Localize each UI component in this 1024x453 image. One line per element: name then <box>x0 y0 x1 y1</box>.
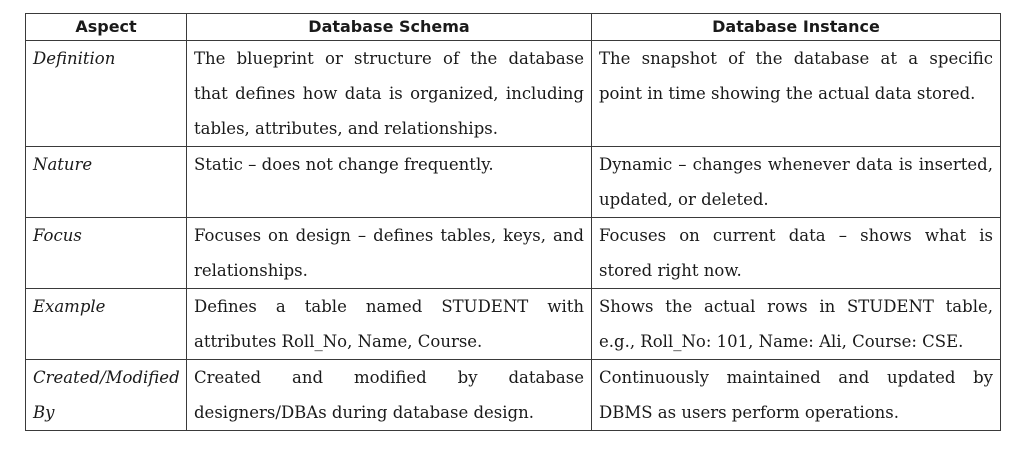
instance-cell: Shows the actual rows in STUDENT table, e.g., Roll_No: 101, Name: Ali, Course: CSE. <box>592 289 1001 360</box>
header-aspect: Aspect <box>26 14 187 41</box>
table-row <box>26 218 1001 289</box>
header-database-schema: Database Schema <box>187 14 592 41</box>
instance-cell: Dynamic – changes whenever data is inserted, updated, or deleted. <box>592 147 1001 218</box>
table-row <box>26 41 1001 147</box>
header-row <box>26 14 1001 41</box>
schema-cell: Defines a table named STUDENT with attributes Roll_No, Name, Course. <box>187 289 592 360</box>
schema-cell: The blueprint or structure of the database that defines how data is organized, including tables, attributes, and relationships. <box>187 41 592 147</box>
schema-cell: Static – does not change frequently. <box>187 147 592 218</box>
aspect-cell: Example <box>26 289 187 360</box>
aspect-cell: Definition <box>26 41 187 147</box>
header-database-instance: Database Instance <box>592 14 1001 41</box>
table-row <box>26 147 1001 218</box>
schema-cell: Created and modified by database designers/DBAs during database design. <box>187 360 592 431</box>
schema-cell: Focuses on design – defines tables, keys, and relationships. <box>187 218 592 289</box>
aspect-cell: Focus <box>26 218 187 289</box>
aspect-cell: Nature <box>26 147 187 218</box>
table-row <box>26 289 1001 360</box>
comparison-table <box>25 13 1001 431</box>
instance-cell: Focuses on current data – shows what is stored right now. <box>592 218 1001 289</box>
table-row <box>26 360 1001 431</box>
aspect-cell: Created/Modified By <box>26 360 187 431</box>
instance-cell: Continuously maintained and updated by DBMS as users perform operations. <box>592 360 1001 431</box>
instance-cell: The snapshot of the database at a specific point in time showing the actual data stored. <box>592 41 1001 147</box>
